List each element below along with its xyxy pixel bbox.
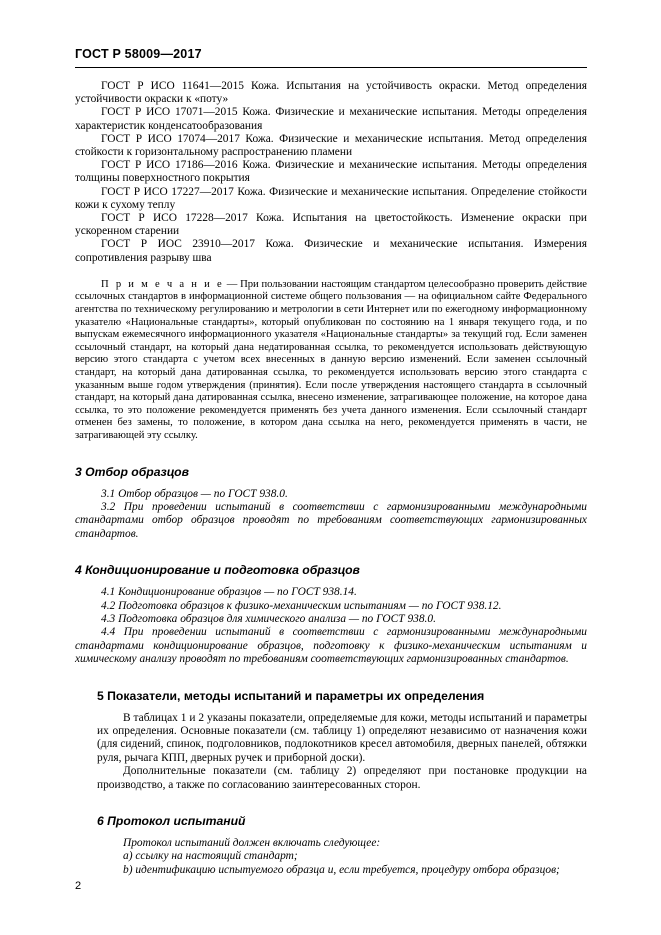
section-body — [97, 712, 587, 792]
section-heading: 6 Протокол испытаний — [97, 814, 246, 829]
standards-reference-list — [75, 80, 587, 265]
note-paragraph — [75, 279, 587, 443]
list-item: ГОСТ Р ИСО 17074—2017 Кожа. Физические и механические испытания. Метод определения стойкости к горизонтальному распространению пламени — [75, 132, 587, 159]
paragraph: b) идентификацию испытуемого образца и, если требуется, процедуру отбора образцов; — [123, 863, 560, 876]
section-heading: 4 Кондиционирование и подготовка образцов — [75, 563, 360, 578]
section-body — [97, 837, 587, 877]
paragraph: Протокол испытаний должен включать следующее: — [123, 837, 381, 850]
section-heading: 3 Отбор образцов — [75, 464, 189, 479]
paragraph: 4.2 Подготовка образцов к физико-механическим испытаниям — по ГОСТ 938.12. — [101, 599, 502, 612]
paragraph: 4.1 Кондиционирование образцов — по ГОСТ 938.14. — [101, 586, 357, 599]
list-item: ГОСТ Р ИСО 17071—2015 Кожа. Физические и механические испытания. Методы определения характеристик конденсатообразования — [75, 106, 587, 132]
paragraph: 3.2 При проведении испытаний в соответствии с гармонизированными международными стандартами отбор образцов проводят по требованиям соответствующих гармонизированных стандартов. — [75, 500, 587, 540]
list-item: ГОСТ Р ИСО 17186—2016 Кожа. Физические и механические испытания. Методы определения толщины поверхностного покрытия — [75, 159, 587, 185]
paragraph: 4.4 При проведении испытаний в соответствии с гармонизированными международными стандартами кондиционирование образцов, подготовку к физико-механическим испытаниям и химическому анализу проводят по требованиям соответствующих гармонизированных стандартов. — [75, 626, 587, 666]
section-body — [75, 488, 587, 542]
header-divider — [75, 67, 587, 68]
page-number: 2 — [75, 880, 82, 892]
list-item: ГОСТ Р ИСО 17227—2017 Кожа. Физические и механические испытания. Определение стойкости кожи к сухому теплу — [75, 185, 587, 211]
section-3 — [75, 465, 587, 542]
section-6 — [97, 814, 587, 877]
paragraph: a) ссылку на настоящий стандарт; — [123, 850, 298, 863]
list-item: ГОСТ Р ИОС 23910—2017 Кожа. Физические и механические испытания. Измерения сопротивления разрыву шва — [75, 238, 587, 264]
note-label: П р и м е ч а н и е — [101, 278, 224, 290]
section-body — [75, 586, 587, 666]
section-5 — [97, 689, 587, 792]
page-content — [75, 80, 587, 877]
section-heading: 5 Показатели, методы испытаний и параметры их определения — [97, 688, 485, 703]
list-item: ГОСТ Р ИСО 11641—2015 Кожа. Испытания на устойчивость окраски. Метод определения устойчивости окраски к «поту» — [75, 80, 587, 106]
paragraph: 4.3 Подготовка образцов для химического анализа — по ГОСТ 938.0. — [101, 613, 436, 625]
page-header: ГОСТ Р 58009—2017 — [75, 47, 202, 61]
paragraph: Дополнительные показатели (см. таблицу 2) определяют при постановке продукции на производство, а также по согласованию заинтересованных сторон. — [97, 765, 587, 791]
paragraph: 3.1 Отбор образцов — по ГОСТ 938.0. — [101, 487, 288, 500]
paragraph: В таблицах 1 и 2 указаны показатели, определяемые для кожи, методы испытаний и параметры их определения. Основные показатели (см. таблицу 1) определяют независимо от назначения кожи (для сидений, спинок, подголовников, подлокотников кресел автомобиля, дверных панелей, обтяжки руля, рычага КПП, дверных ручек и приборной доски). — [97, 711, 587, 764]
section-4 — [75, 563, 587, 666]
note-text: — При пользовании настоящим стандартом целесообразно проверить действие ссылочных стандартов в информационной системе общего пользования — на официальном сайте Федерального агентства по техническому регулированию и метрологии в сети Интернет или по ежегодному информационному указателю «Национальные стандарты», который опубликован по состоянию на 1 января текущего года, и по выпускам ежемесячного информационного указателя «Национальные стандарты» за текущий год. Если заменен ссылочный стандарт, на который дана недатированная ссылка, то рекомендуется использовать действующую версию этого стандарта с учетом всех внесенных в данную версию изменений. Если заменен ссылочный стандарт, на который дана датированная ссылка, то рекомендуется использовать версию этого стандарта с указанным выше годом утверждения (принятия). Если после утверждения настоящего стандарта в ссылочный стандарт, на который дана датированная ссылка, внесено изменение, затрагивающее положение, на которое дана ссылка, то это положение рекомендуется применять без учета данного изменения. Если ссылочный стандарт отменен без замены, то положение, в котором дана ссылка на него, рекомендуется применять в части, не затрагивающей эту ссылку. — [75, 278, 587, 441]
list-item: ГОСТ Р ИСО 17228—2017 Кожа. Испытания на цветостойкость. Изменение окраски при ускоренном старении — [75, 212, 587, 238]
